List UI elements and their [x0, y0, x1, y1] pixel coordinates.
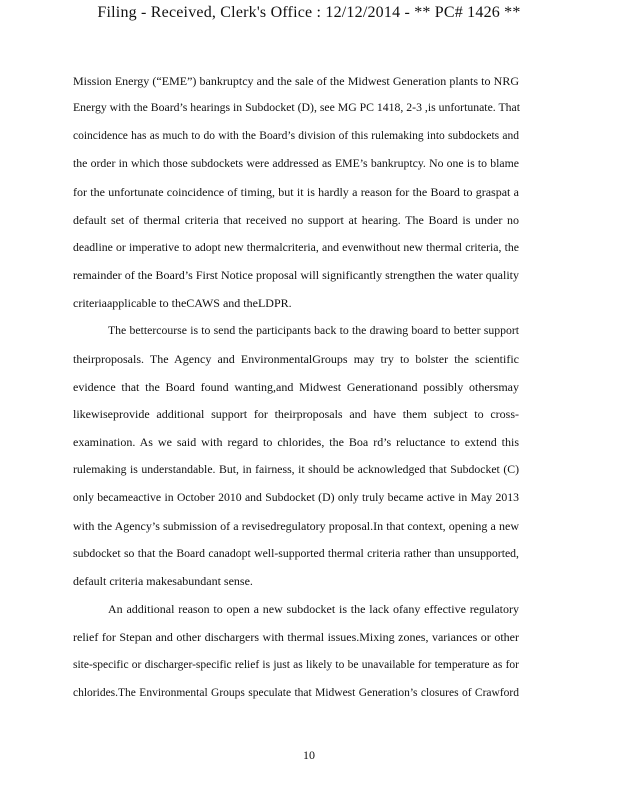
body-line: criteriaapplicable to theCAWS and theLDPR.: [73, 296, 292, 310]
body-line: rulemaking is understandable. But, in fairness, it should be acknowledged that Subdocket (C): [73, 463, 519, 476]
page-number: 10: [303, 748, 315, 762]
body-line: The bettercourse is to send the participants back to the drawing board to better support: [108, 324, 519, 337]
body-line: the order in which those subdockets were addressed as EME’s bankruptcy. No one is to blame: [73, 157, 519, 170]
body-line: default criteria makesabundant sense.: [73, 574, 253, 588]
filing-header: Filing - Received, Clerk's Office : 12/12/2014 - ** PC# 1426 **: [97, 4, 521, 21]
body-line: only becameactive in October 2010 and Subdocket (D) only truly became active in May 2013: [73, 491, 519, 504]
body-line: chlorides.The Environmental Groups speculate that Midwest Generation’s closures of Crawford: [73, 687, 519, 699]
body-line: evidence that the Board found wanting,and Midwest Generationand possibly othersmay: [73, 380, 519, 394]
body-line: subdocket so that the Board canadopt well-supported thermal criteria rather than unsupported,: [73, 547, 519, 560]
body-line: examination. As we said with regard to chlorides, the Boa rd’s reluctance to extend this: [73, 435, 519, 449]
body-line: deadline or imperative to adopt new thermalcriteria, and evenwithout new thermal criteria, the: [73, 241, 519, 254]
body-line: for the unfortunate coincidence of timing, but it is hardly a reason for the Board to graspat a: [73, 185, 519, 199]
body-line: Mission Energy (“EME”) bankruptcy and the sale of the Midwest Generation plants to NRG: [73, 74, 519, 88]
body-line: site-specific or discharger-specific relief is just as likely to be unavailable for temperature as for: [73, 659, 519, 671]
body-line: theirproposals. The Agency and EnvironmentalGroups may try to bolster the scientific: [73, 352, 519, 366]
body-line: An additional reason to open a new subdocket is the lack ofany effective regulatory: [108, 602, 519, 616]
body-line: likewiseprovide additional support for theirproposals and have them subject to cross-: [73, 407, 519, 421]
body-line: default set of thermal criteria that received no support at hearing. The Board is under no: [73, 213, 519, 227]
body-line: remainder of the Board’s First Notice proposal will significantly strengthen the water quality: [73, 268, 519, 282]
body-line: with the Agency’s submission of a revisedregulatory proposal.In that context, opening a new: [73, 519, 519, 533]
body-line: Energy with the Board’s hearings in Subdocket (D), see MG PC 1418, 2-3 ,is unfortunate. That: [73, 101, 520, 114]
body-line: coincidence has as much to do with the Board’s division of this rulemaking into subdockets and: [73, 130, 519, 142]
body-line: relief for Stepan and other dischargers with thermal issues.Mixing zones, variances or other: [73, 630, 519, 644]
